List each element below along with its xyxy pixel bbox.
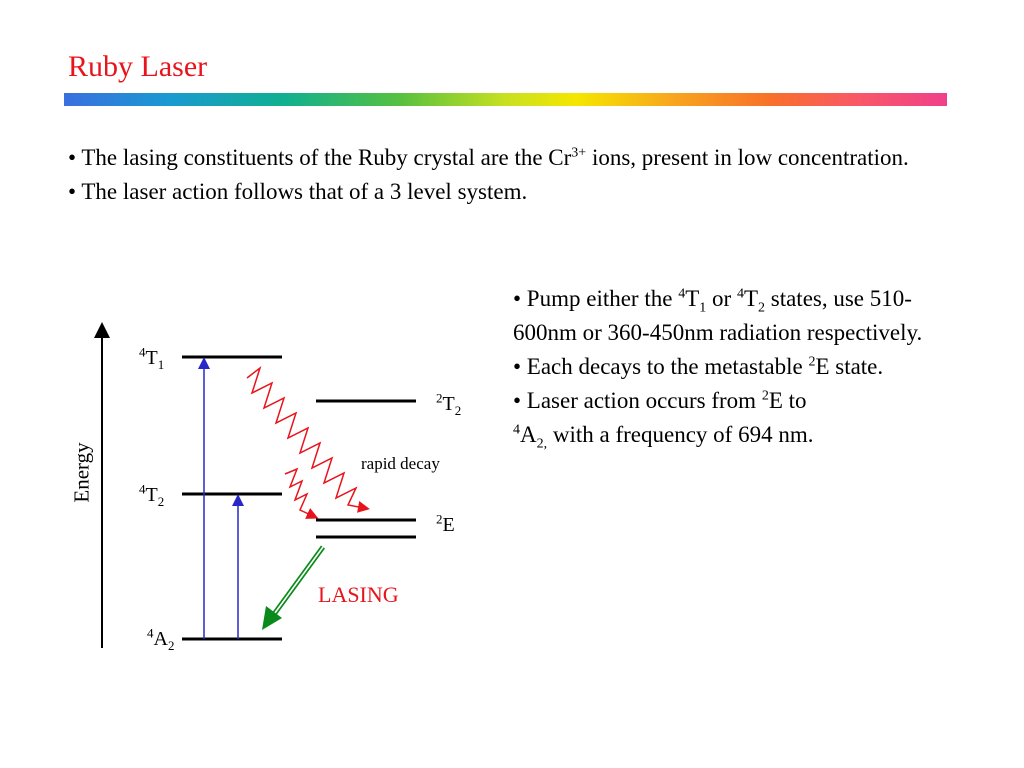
bullet-item: • Each decays to the metastable $^2$E state.	[513, 354, 884, 379]
label-4T2: $^4T_2$	[139, 481, 165, 509]
bullet-item: • The lasing constituents of the Ruby crystal are the $Cr^{3+}$ ions, present in low concentration.	[68, 145, 909, 170]
lasing-label: LASING	[318, 582, 399, 607]
label-4T1: $^4T_1$	[139, 344, 165, 372]
label-2T2: $^2T_2$	[436, 390, 462, 418]
bullet-item: • Pump either the $^4T_1$ or $^4T_2$ states, use 510-600nm or 360-450nm radiation respectively.	[513, 286, 923, 345]
rapid-decay-label: rapid decay	[361, 454, 440, 473]
bullet-item: • Laser action occurs from $^2$E to $^4A_{2,}$ with a frequency of 694 nm.	[513, 388, 814, 452]
slide-title: Ruby Laser	[68, 50, 208, 83]
bullet-item: • The laser action follows that of a 3 level system.	[68, 179, 528, 204]
decay-arrow-from-4T1	[247, 368, 364, 508]
label-4A2: $^4A_2$	[147, 625, 175, 653]
label-2E: $^2$E	[436, 511, 455, 536]
energy-axis-label: Energy	[69, 442, 94, 503]
decay-arrow-from-4T2	[285, 469, 313, 516]
